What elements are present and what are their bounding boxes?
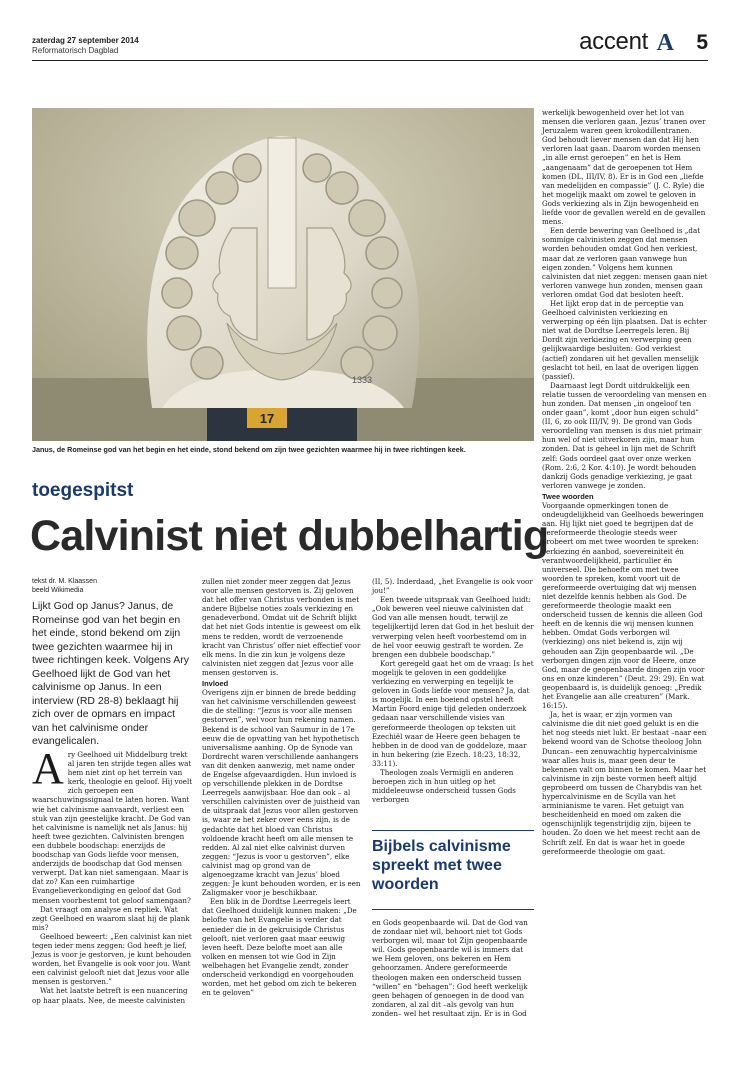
paragraph: Voorgaande opmerkingen tonen de ondeugdelijkheid van Geelhoeds beweringen aan. Hij lijkt niet goed te begrijpen dat de gereformeerde theologie steeds weer probeert om met twee woorden te spreken: verkiezing én aanbod, soevereiniteit én verantwoordelijkheid, particulier én universeel. Die behoefte om met twee woorden te spreken, komt voort uit de gereformeerde overtuiging dat wij mensen niet dezelfde kennis hebben als God. De gereformeerde theologie maakt een onderscheid tussen de kennis die alleen God heeft en de kennis die wij mensen kunnen hebben. Omdat Gods verborgen wil (verkiezing) ons niet bekend is, zijn wij gehouden aan Zijn geopenbaarde wil. „De verborgen dingen zijn voor de Heere, onze God, maar de geopenbaarde dingen zijn voor ons en onze kinderen” (Deut. 29: 29). En wat geopenbaard is, is duidelijk genoeg: „Predik het Evangelie aan alle creaturen” (Mark. 16:15). xyxy=(542,501,705,711)
drop-cap: A xyxy=(32,744,64,793)
issue-date: zaterdag 27 september 2014 xyxy=(32,36,139,45)
subheading: Twee woorden xyxy=(542,491,594,501)
paragraph: Ja, het is waar, er zijn vormen van calvinisme die dit niet goed gelukt is en die het nog steeds niet lukt. Er bestaat –naar een bekend woord van de Schotse theoloog John Duncan– een zenuwachtig hypercalvinisme waar alles huis is, maar geen deur te bekennen valt om binnen te komen. Maar het calvinisme in zijn beste vormen heeft altijd geprobeerd om tussen de Charybdis van het hypercalvinisme en de Scylla van het arminianisme te varen. Het getuigt van bescheidenheid en moed om zaken die ogenschijnlijk tegenstrijdig zijn, bijeen te houden. Zo doen we het meest recht aan de Schrift zelf. En dat is waar het in goede gereformeerde theologie om gaat. xyxy=(542,710,707,856)
article-column-2 xyxy=(202,577,364,997)
section-logo: A xyxy=(656,30,674,56)
photo-caption: Janus, de Romeinse god van het begin en het einde, stond bekend om zijn twee gezichten waarmee hij in twee richtingen keek. xyxy=(32,445,466,454)
paragraph: werkelijk bewogenheid over het lot van mensen die verloren gaan. Jezus’ tranen over Jeruzalem waren geen krokodillentranen. God behoudt liever mensen dan dat Hij hen verloren laat gaan. Daarom worden mensen „in alle ernst geroepen” en het is Hem „aangenaam” dat de geroepenen tot Hem komen (DL, III/IV, 8). Er is in God een „liefde van medelijden en compassie” (J. C. Ryle) die het mogelijk maakt om zowel te geloven in Gods verkiezing als in Zijn bewogenheid en liefde voor de gevallen wereld en de gevallen mens. xyxy=(542,108,706,227)
article-column-4 xyxy=(542,108,708,856)
paragraph: zullen niet zonder meer zeggen dat Jezus voor alle mensen gestorven is. Zij geloven dat het offer van Christus verbonden is met andere Bijbelse noties zoals verkiezing en genadeverbond. Omdat uit de Schrift blijkt dat het niet Gods intentie is geweest om elk mens te redden, wordt de verzoenende kracht van Christus’ offer niet effectief voor elk mens. In die zin kun je volgens deze calvinisten niet zeggen dat Jezus voor alle mensen gestorven is. xyxy=(202,577,361,677)
paragraph: Theologen zoals Vermigli en anderen beroepen zich in hun uitleg op het middeleeuwse onderscheid tussen Gods verborgen xyxy=(372,767,516,805)
janus-statue-photo xyxy=(32,108,534,441)
byline xyxy=(32,577,97,595)
paragraph: Een derde bewering van Geelhoed is „dat sommige calvinisten zeggen dat mensen worden behouden omdat God hen verkiest, maar dat ze verloren gaan vanwege hun eigen zonden.” Volgens hem kunnen calvinisten dat niet zeggen: mensen gaan niet verloren vanwege hun zonden, mensen gaan verloren omdat God dat besloten heeft. xyxy=(542,226,708,299)
paragraph: (II, 5). Inderdaad, „het Evangelie is ook voor jou!” xyxy=(372,577,533,596)
newspaper-name: Reformatorisch Dagblad xyxy=(32,46,119,55)
paragraph: Het lijkt erop dat in de perceptie van Geelhoed calvinisten verkiezing en verwerping op één lijn plaatsen. Dat is echter niet wat de Dordtse Leerregels leren. Bij Dordt zijn verkiezing en verwerping geen gelijkwaardige besluiten: God verkiest (actief) zondaren uit het gevallen menselijk geslacht tot heil, en laat de overigen liggen (passief). xyxy=(542,298,707,381)
paragraph: Ary Geelhoed uit Middelburg trekt al jaren ten strijde tegen alles wat hem niet zint op het terrein van kerk, theologie en geloof. Hij voelt zich geroepen een waarschuwingssignaal te laten horen. Want wie het calvinisme aanvaardt, verliest een stuk van zijn geestelijke kracht. De God van het calvinisme is namelijk net als Janus: hij heeft twee gezichten. Calvinisten brengen een dubbele boodschap: enerzijds de boodschap van Gods liefde voor mensen, anderzijds de boodschap dat God mensen verwerpt. Dat kan niet samengaan. Maar is dat zo? Kan een ruimhartige Evangelieverkondiging en geloof dat God mensen voorbestemt tot geloof samengaan? xyxy=(32,744,193,905)
paragraph: Dat vraagt om analyse en repliek. Wat zegt Geelhoed en waarom slaat hij de plank mis? xyxy=(32,904,190,932)
article-column-3 xyxy=(372,577,534,804)
article-column-1 xyxy=(32,744,194,1005)
header-divider xyxy=(32,60,708,61)
section-title: accent xyxy=(579,28,648,55)
janus-statue-illustration xyxy=(32,108,534,441)
article-headline: Calvinist niet dubbelhartig xyxy=(30,512,549,560)
subheading: Invloed xyxy=(202,679,229,689)
page-header xyxy=(32,30,708,60)
plinth-label: 17 xyxy=(259,411,275,426)
paragraph: Wat het laatste betreft is een nuancering op haar plaats. Nee, de meeste calvinisten xyxy=(32,986,188,1005)
paragraph: Een blik in de Dordtse Leerregels leert dat Geelhoed duidelijk kunnen maken: „De belofte van het Evangelie is verder dat eenieder die in de gekruisigde Christus gelooft, niet verloren gaat maar eeuwig leven heeft. Deze belofte moet aan alle volken en mensen tot wie God in Zijn welbehagen het Evangelie zendt, zonder onderscheid verkondigd en voorgehouden worden, met het gebod om zich te bekeren en te geloven” xyxy=(202,897,357,998)
pull-quote xyxy=(372,830,534,910)
svg-text:1333: 1333 xyxy=(352,375,373,385)
pull-quote-text: Bijbels calvinisme spreekt met twee woorden xyxy=(372,838,511,893)
paragraph: Kort geregeld gaat het om de vraag: Is het mogelijk te geloven in een goddelijke verkiezing en verwerping en tegelijk te geloven in Gods liefde voor mensen? Ja, dat is mogelijk. In een boeiend opstel heeft Martin Foord enige tijd geleden onderzoek gedaan naar verschillende visies van gereformeerde theologen op teksten uit Ezechiël waar de Heere geen behagen te hebben in de dood van de goddeloze, maar in hun bekering (zie Ezech. 18:23, 18:32, 33:11). xyxy=(372,658,534,768)
paragraph: Geelhoed beweert: „Een calvinist kan niet tegen ieder mens zeggen: God heeft je lief, Jezus is voor je gestorven, je kunt behouden worden, het Evangelie is ook voor jou. Want een calvinist gelooft niet dat Jezus voor alle mensen is gestorven.” xyxy=(32,931,192,987)
article-column-3-continued xyxy=(372,918,534,1018)
byline-author: tekst dr. M. Klaassen xyxy=(32,578,97,585)
article-kicker: toegespitst xyxy=(32,480,134,501)
paragraph: Daarnaast legt Dordt uitdrukkelijk een relatie tussen de veroordeling van mensen en hun zonden. Dat mensen „in ongeloof ten onder gaan”, komt „door hun eigen schuld” (II, 6, zo ook III/IV, 9). De grond van Gods veroordeling van mensen is dus niet primair hun wel of niet uitverkoren zijn, maar hun zonden. Dat is geheel in lijn met de Schrift zelf: Gods oordeel gaat over onze werken (Rom. 2:6, 2 Kor. 4:10). Je wordt behouden dankzij Gods genadige verkiezing, je gaat verloren vanwege je zonden. xyxy=(542,380,707,490)
paragraph: en Gods geopenbaarde wil. Dat de God van de zondaar niet wil, behoort niet tot Gods verborgen wil, maar tot Zijn geopenbaarde wil. Gods geopenbaarde wil is immers dat we Hem geloven, ons bekeren en Hem gehoorzamen. Andere gereformeerde theologen maken een onderscheid tussen “willen” en “behagen”: God heeft werkelijk geen behagen of genoegen in de dood van zondaren, al zal dit –als gevolg van hun zonden– wel het resultaat zijn. Er is in God xyxy=(372,918,528,1018)
page-number: 5 xyxy=(696,31,708,54)
paragraph: Een tweede uitspraak van Geelhoed luidt: „Ook beweren veel nieuwe calvinisten dat God van alle mensen houdt, terwijl ze tegelijkertijd leren dat God in het besluit der verwerping velen heeft voorbestemd om in de hel voor eeuwig gestraft te worden. Ze brengen een dubbele boodschap.” xyxy=(372,595,534,659)
byline-image-credit: beeld Wikimedia xyxy=(32,587,84,594)
paragraph: Overigens zijn er binnen de brede bedding van het calvinisme verschillenden geweest die de stelling: “Jezus is voor alle mensen gestorven”, wel voor hun rekening namen. Bekend is de school van Saumur in de 17e eeuw die de opvatting van het hypothetisch universalisme aanhing. Op de Synode van Dordrecht waren verschillende aanhangers van dit denken aanwezig, met name onder de Engelse afgevaardigden. Hun invloed is op verschillende plekken in de Dordtse Leerregels aanwijsbaar. Hoe dan ook – al verschillen calvinisten over de juistheid van de uitspraak dat Jezus voor allen gestorven is, waar ze het zeker over eens zijn, is de gedachte dat het bloed van Christus voldoende kracht heeft om alle mensen te redden. Al zal niet elke calvinist durven zeggen: “Jezus is voor u gestorven”, elke calvinist mag op grond van de algenoegzame kracht van Jezus’ bloed zeggen: Je kunt behouden worden, er is een Zaligmaker voor je beschikbaar. xyxy=(202,688,361,898)
article-lead: Lijkt God op Janus? Janus, de Romeinse god van het begin en het einde, stond bekend om zijn twee gezichten waarmee hij in twee richtingen keek. Volgens Ary Geelhoed lijkt de God van het calvinisme op Janus. In een interview (RD 28-8) beklaagt hij zich over de opmars en impact van het calvinisme onder evangelicalen. xyxy=(32,600,190,747)
